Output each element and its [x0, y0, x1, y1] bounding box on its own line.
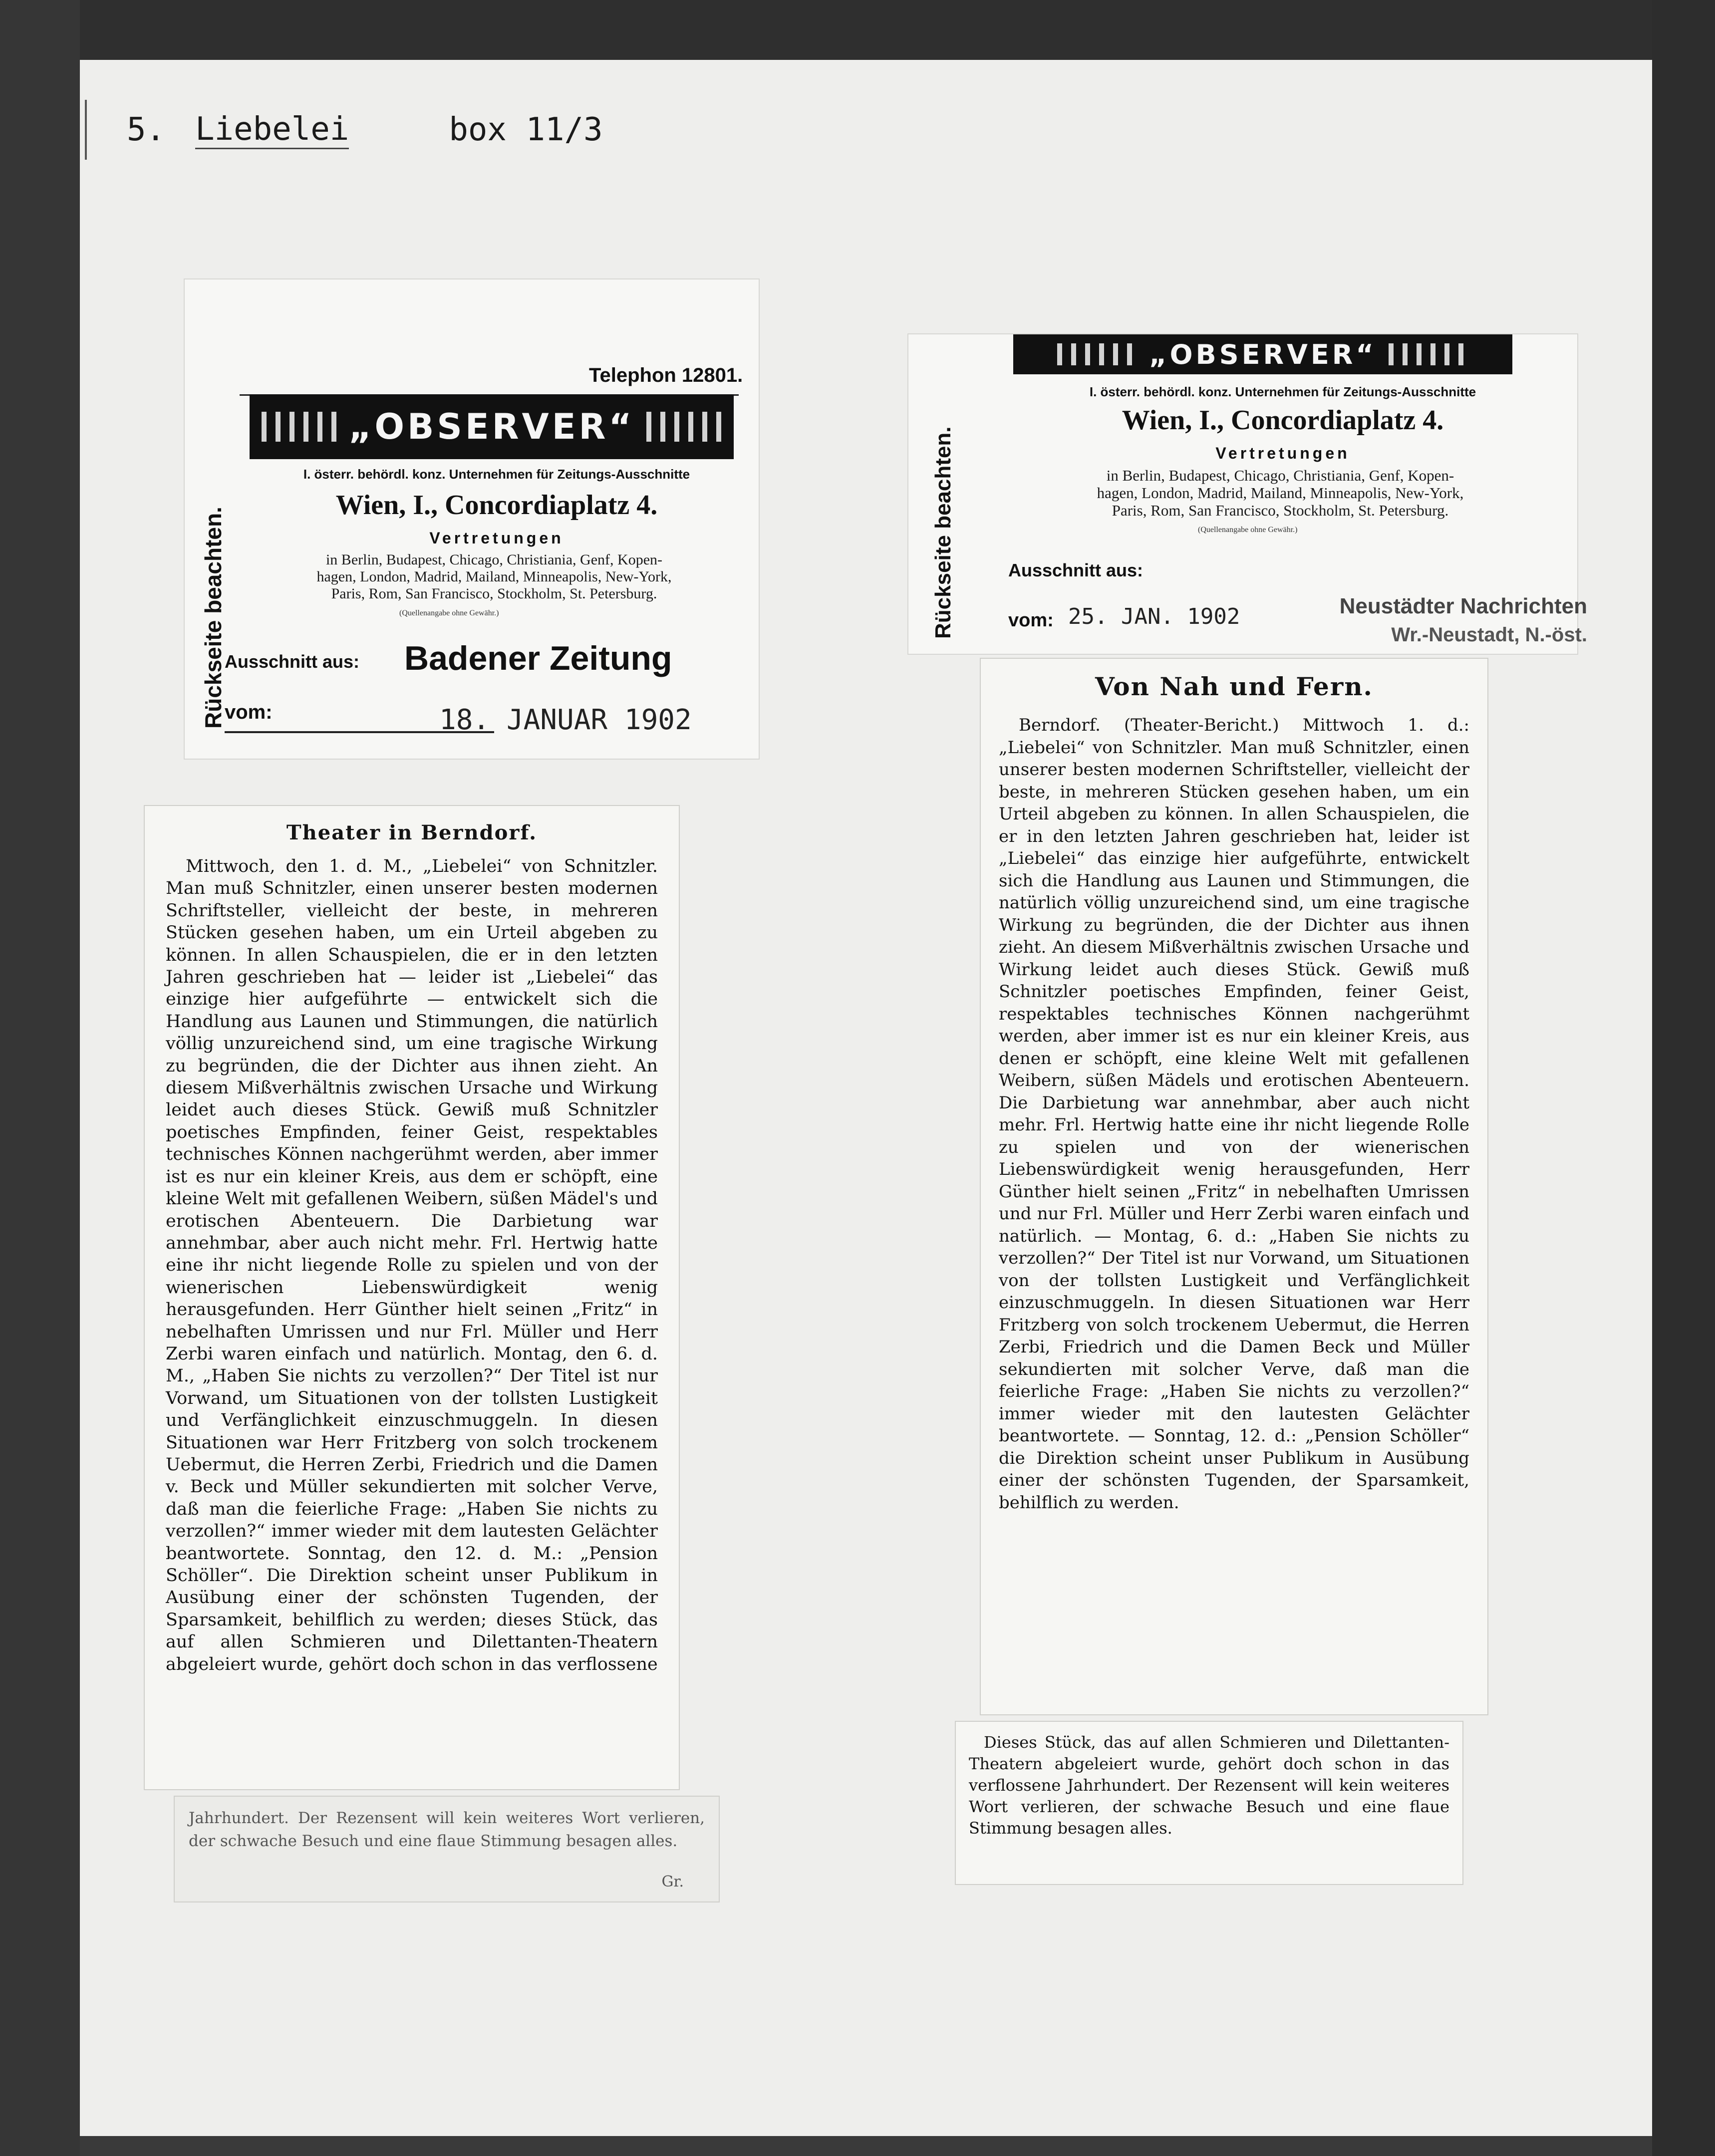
left-telephone: Telephon 12801.: [589, 364, 743, 386]
right-logo-ornament-left: [1057, 343, 1137, 365]
right-article-body: Berndorf. (Theater-Bericht.) Mittwoch 1. d.: „Liebelei“ von Schnitzler. Man muß Schnitzler, einen unserer besten modernen Schriftsteller, vielleicht der beste, in mehreren Stücken gesehen haben, um ein Urteil abgeben zu können. In allen Schauspielen, die er in den letzten Jahren geschrieben hat, leider ist „Liebelei“ das einzige hier aufgeführte, entwickelt sich die Handlung aus Launen und Stimmungen, die natürlich völlig unzureichend sind, um eine tragische Wirkung zu begründen, die der Dichter aus ihnen zieht. An diesem Mißverhältnis zwischen Ursache und Wirkung leidet auch dieses Stück. Gewiß muß Schnitzler poetisches Empfinden, feiner Geist, respektables technisches Können nachgerühmt werden, aber immer ist es nur ein kleiner Kreis, aus denen er schöpft, eine kleine Welt mit gefallenen Weibern, süßen Mädels und erotischen Abenteuern. Die Darbietung war annehmbar, aber auch nicht mehr. Frl. Hertwig hatte eine ihr nicht liegende Rolle zu spielen und von der wienerischen Liebenswürdigkeit wenig herausgefunden, Herr Günther hielt seinen „Fritz“ in nebelhaften Umrissen und nur Frl. Müller und Herr Zerbi waren einfach und natürlich. — Montag, 6. d.: „Haben Sie nichts zu verzollen?“ Der Titel ist nur Vorwand, um Situationen von der tollsten Lustigkeit und Verfänglichkeit einzuschmuggeln. In diesen Situationen war Herr Fritzberg von solch trockenem Uebermut, die Herren Zerbi, Friedrich und die Damen Beck und Müller sekundierten mit solcher Verve, daß man die feierliche Frage: „Haben Sie nichts zu verzollen?“ immer wieder mit den lautesten Gelächter beantwortete. — Sonntag, 12. d.: „Pension Schöller“ die Direktion scheint unser Publikum in Ausübung einer der schönsten Tugenden, der Sparsamkeit, behilflich zu werden.: [999, 715, 1469, 1513]
left-continuation-text: Jahrhundert. Der Rezensent will kein weiteres Wort verlieren, der schwache Besuch und eine flaue Stimmung besagen alles.: [189, 1809, 705, 1850]
right-article-clipping: [981, 659, 1487, 1714]
right-side-note: Rückseite beachten.: [931, 426, 955, 639]
left-cities-line-1: in Berlin, Budapest, Chicago, Christiania, Genf, Kopen-: [325, 551, 663, 568]
box-reference: box 11/3: [449, 111, 603, 148]
scan-border-left: [0, 0, 80, 2156]
left-date-stamp: 18. JANUAR 1902: [439, 704, 692, 736]
left-newspaper-name: Badener Zeitung: [404, 639, 672, 677]
left-address: Wien, I., Concordiaplatz 4.: [335, 490, 658, 521]
logo-ornament-left: [262, 412, 337, 442]
right-newspaper-name: Neustädter Nachrichten: [1339, 594, 1587, 618]
right-article-continuation: [956, 1722, 1462, 1884]
left-article-title: Theater in Berndorf.: [286, 821, 538, 844]
right-logo-text: „OBSERVER“: [1149, 338, 1377, 370]
right-newspaper-place: Wr.-Neustadt, N.-öst.: [1391, 624, 1587, 646]
left-cities-line-3: Paris, Rom, San Francisco, Stockholm, St. Petersburg.: [331, 585, 657, 602]
right-vom-label: vom:: [1008, 610, 1054, 631]
left-vom-label: vom:: [225, 701, 273, 723]
left-observer-slip: [185, 279, 759, 759]
folder-label: [85, 100, 699, 160]
scan-border-top: [0, 0, 1715, 60]
left-ausschnitt-label: Ausschnitt aus:: [225, 651, 360, 672]
right-source-note: (Quellenangabe ohne Gewähr.): [1198, 526, 1298, 534]
right-observer-slip: [908, 334, 1587, 654]
left-side-note: Rückseite beachten.: [200, 507, 226, 729]
right-logo-ornament-right: [1389, 343, 1468, 365]
right-cities-line-1: in Berlin, Budapest, Chicago, Christiania, Genf, Kopen-: [1106, 467, 1454, 484]
left-article-signature: Gr.: [661, 1873, 684, 1890]
folder-title: Liebelei: [195, 111, 349, 149]
right-date-stamp: 25. JAN. 1902: [1068, 604, 1240, 629]
right-cities-line-3: Paris, Rom, San Francisco, Stockholm, St. Petersburg.: [1112, 502, 1449, 519]
right-continuation-text: Dieses Stück, das auf allen Schmieren und Dilettanten-Theatern abgeleiert wurde, gehört doch schon in das verflossene Jahrhundert. Der Rezensent will kein weiteres Wort verlieren, der schwache Besuch und eine flaue Stimmung besagen alles.: [969, 1733, 1449, 1838]
scan-border-right: [1652, 0, 1715, 2156]
right-ausschnitt-label: Ausschnitt aus:: [1008, 560, 1143, 580]
right-cities-line-2: hagen, London, Madrid, Mailand, Minneapolis, New-York,: [1097, 484, 1464, 502]
left-article-continuation: [175, 1797, 719, 1901]
left-vertretungen: Vertretungen: [429, 529, 564, 547]
logo-ornament-right: [646, 412, 722, 442]
right-address: Wien, I., Concordiaplatz 4.: [1122, 405, 1444, 436]
left-company-line: I. österr. behördl. konz. Unternehmen für Zeitungs-Ausschnitte: [303, 467, 690, 482]
right-company-line: I. österr. behördl. konz. Unternehmen für Zeitungs-Ausschnitte: [1089, 384, 1476, 399]
right-observer-logo: [1013, 334, 1512, 374]
left-article-clipping: [145, 806, 679, 1789]
left-cities: [230, 551, 759, 602]
left-source-note: (Quellenangabe ohne Gewähr.): [399, 609, 499, 617]
right-vertretungen: Vertretungen: [1215, 444, 1350, 462]
left-logo-text: „OBSERVER“: [348, 406, 635, 447]
folder-number: 5.: [127, 111, 166, 148]
left-observer-logo: [250, 394, 734, 459]
left-article-body: Mittwoch, den 1. d. M., „Liebelei“ von Schnitzler. Man muß Schnitzler, einen unserer besten modernen Schriftsteller, vielleicht der beste, in mehreren Stücken gesehen haben, um ein Urteil abgeben zu können. In allen Schauspielen, die er in den letzten Jahren geschrieben hat — leider ist „Liebelei“ das einzige hier aufgeführte — entwickelt sich die Handlung aus Launen und Stimmungen, die natürlich völlig unzureichend sind, um eine tragische Wirkung zu begründen, die der Dichter aus ihnen zieht. An diesem Mißverhältnis zwischen Ursache und Wirkung leidet auch dieses Stück. Gewiß muß Schnitzler poetisches Empfinden, feiner Geist, respektables technisches Können nachgerühmt werden, aber immer ist es nur ein kleiner Kreis, aus dem er schöpft, eine kleine Welt mit gefallenen Weibern, süßen Mädel's und erotischen Abenteuern. Die Darbietung war annehmbar, aber auch nicht mehr. Frl. Hertwig hatte eine ihr nicht liegende Rolle zu spielen und von der wienerischen Liebenswürdigkeit wenig herausgefunden. Herr Günther hielt seinen „Fritz“ in nebelhaften Umrissen und nur Frl. Müller und Herr Zerbi waren einfach und natürlich. Montag, den 6. d. M., „Haben Sie nichts zu verzollen?“ Der Titel ist nur Vorwand, um Situationen von der tollsten Lustigkeit und Verfänglichkeit einzuschmuggeln. In diesen Situationen war Herr Fritzberg von solch trockenem Uebermut, die Herren Zerbi, Friedrich und die Damen v. Beck und Müller sekundierten mit solcher Verve, daß man die feierliche Frage: „Haben Sie nichts zu verzollen?“ immer wieder mit dem lautesten Gelächter beantwortete. Sonntag, den 12. d. M.: „Pension Schöller“. Die Direktion scheint unser Publikum in Ausübung einer der schönsten Tugenden, der Sparsamkeit, behilflich zu werden; dieses Stück, das auf allen Schmieren und Dilettanten-Theatern abgeleiert wurde, gehört doch schon in das verflossene: [166, 856, 658, 1674]
right-article-title: Von Nah und Fern.: [1095, 672, 1373, 701]
left-cities-line-2: hagen, London, Madrid, Mailand, Minneapolis, New-York,: [316, 568, 672, 585]
right-cities: [998, 467, 1562, 519]
